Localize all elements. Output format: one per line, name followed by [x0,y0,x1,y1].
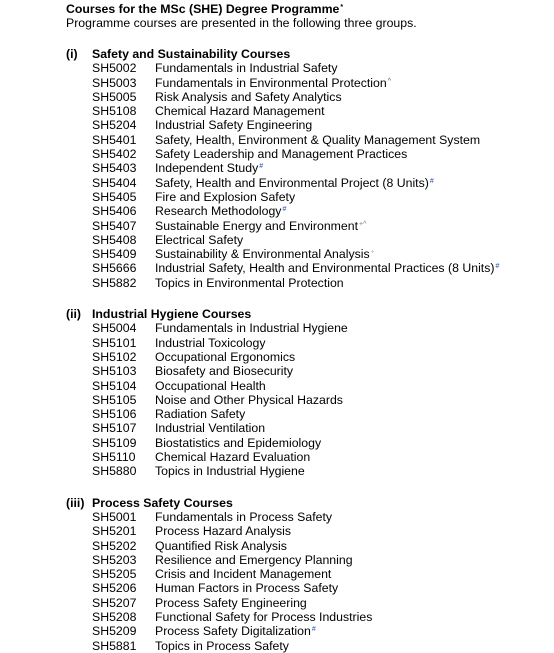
course-name: Chemical Hazard Evaluation [155,450,311,465]
group-title: Process Safety Courses [92,495,233,510]
course-footnote-mark: # [495,263,500,271]
course-name: Biostatistics and Epidemiology [155,435,322,450]
course-code: SH5005 [92,89,137,104]
course-code: SH5109 [92,435,137,450]
course-code: SH5407 [92,218,137,233]
course-name: Risk Analysis and Safety Analytics [155,89,342,104]
course-code: SH5208 [92,609,137,624]
course-name: Industrial Safety, Health and Environmental Practices (8 Units) [155,261,495,276]
course-name: Chemical Hazard Management [155,104,325,119]
course-name: Functional Safety for Process Industries [155,609,373,624]
course-code: SH5406 [92,204,137,219]
course-name: Noise and Other Physical Hazards [155,392,343,407]
course-name: Industrial Ventilation [155,421,266,436]
course-row [66,104,546,118]
group-heading [66,496,546,510]
course-name: Industrial Toxicology [155,335,266,350]
course-row [66,190,546,204]
course-name: Fire and Explosion Safety [155,189,296,204]
course-row [66,61,546,75]
course-code: SH5204 [92,118,137,133]
course-group [66,307,546,479]
course-name: Process Hazard Analysis [155,524,292,539]
course-row [66,510,546,524]
course-code: SH5203 [92,552,137,567]
course-footnote-mark: # [259,163,264,171]
course-row [66,161,546,175]
course-groups [66,47,546,653]
course-code: SH5003 [92,75,137,90]
course-code: SH5110 [92,450,136,465]
course-row [66,118,546,132]
course-name: Biosafety and Biosecurity [155,364,294,379]
document-title-text: Courses for the MSc (SHE) Degree Programme [66,2,340,16]
course-row [66,336,546,350]
course-name: Fundamentals in Process Safety [155,509,333,524]
course-row [66,350,546,364]
course-code: SH5209 [92,624,137,639]
course-code: SH5409 [92,247,137,262]
course-code: SH5206 [92,581,137,596]
course-row [66,233,546,247]
course-code: SH5405 [92,189,137,204]
title-footnote-mark: * [340,4,344,11]
course-row [66,421,546,435]
course-row [66,133,546,147]
course-row [66,464,546,478]
document-subtitle: Programme courses are presented in the following three groups. [66,16,417,30]
course-code: SH5205 [92,567,137,582]
course-code: SH5102 [92,349,137,364]
course-row [66,204,546,218]
course-group [66,47,546,290]
course-name: Industrial Safety Engineering [155,118,313,133]
group-heading [66,47,546,61]
course-row [66,176,546,190]
course-code: SH5402 [92,147,137,162]
course-row [66,624,546,638]
course-name: Independent Study [155,161,259,176]
course-name: Electrical Safety [155,232,244,247]
course-name: Safety, Health and Environmental Project (8 Units) [155,175,429,190]
course-name: Crisis and Incident Management [155,567,332,582]
course-name: Topics in Process Safety [155,638,289,653]
course-name: Radiation Safety [155,407,246,422]
course-code: SH5106 [92,407,137,422]
course-row [66,76,546,90]
course-code: SH5882 [92,275,137,290]
course-name: Sustainability & Environmental Analysis [155,247,370,262]
course-name: Resilience and Emergency Planning [155,552,353,567]
course-row [66,90,546,104]
course-code: SH5104 [92,378,137,393]
group-heading [66,307,546,321]
course-row [66,261,546,275]
course-row [66,596,546,610]
course-footnote-mark: + [370,249,375,257]
course-code: SH5107 [92,421,137,436]
course-name: Process Safety Engineering [155,595,307,610]
group-numeral: (ii) [66,307,82,322]
course-row [66,567,546,581]
course-name: Human Factors in Process Safety [155,581,339,596]
course-footnote-mark: # [282,206,287,214]
course-code: SH5002 [92,61,137,76]
course-row [66,639,546,653]
course-code: SH5201 [92,524,137,539]
course-code: SH5408 [92,232,137,247]
course-name: Safety Leadership and Management Practices [155,147,408,162]
group-title: Industrial Hygiene Courses [92,307,252,322]
course-footnote-mark: ^ [387,77,392,85]
course-code: SH5103 [92,364,137,379]
course-row [66,450,546,464]
course-code: SH5001 [92,509,137,524]
course-name: Research Methodology [155,204,282,219]
course-name: Fundamentals in Industrial Safety [155,61,338,76]
course-footnote-mark: # [311,626,316,634]
course-footnote-mark: # [429,177,434,185]
course-row [66,610,546,624]
course-name: Quantified Risk Analysis [155,538,287,553]
document-title [66,2,546,16]
group-numeral: (iii) [66,495,85,510]
course-name: Topics in Environmental Protection [155,275,344,290]
course-code: SH5105 [92,392,137,407]
course-name: Fundamentals in Industrial Hygiene [155,321,348,336]
course-name: Occupational Ergonomics [155,349,296,364]
course-footnote-mark: +^ [359,220,367,228]
course-name: Safety, Health, Environment & Quality Management System [155,132,481,147]
course-code: SH5207 [92,595,137,610]
course-row [66,147,546,161]
course-row [66,379,546,393]
course-code: SH5108 [92,104,137,119]
course-row [66,539,546,553]
course-code: SH5403 [92,161,137,176]
course-code: SH5666 [92,261,137,276]
course-row [66,247,546,261]
course-row [66,407,546,421]
course-code: SH5004 [92,321,137,336]
course-code: SH5401 [92,132,137,147]
course-row [66,436,546,450]
course-code: SH5881 [92,638,137,653]
group-numeral: (i) [66,47,78,61]
course-code: SH5404 [92,175,137,190]
course-row [66,364,546,378]
course-name: Fundamentals in Environmental Protection [155,75,387,90]
course-row [66,321,546,335]
group-title: Safety and Sustainability Courses [92,47,291,61]
course-document [66,2,546,653]
course-name: Topics in Industrial Hygiene [155,464,305,479]
course-row [66,581,546,595]
course-group [66,496,546,653]
course-name: Sustainable Energy and Environment [155,218,359,233]
course-row [66,524,546,538]
course-name: Occupational Health [155,378,266,393]
course-row [66,553,546,567]
course-row [66,219,546,233]
course-code: SH5202 [92,538,137,553]
course-row [66,393,546,407]
course-code: SH5101 [92,335,137,350]
course-row [66,276,546,290]
course-name: Process Safety Digitalization [155,624,311,639]
course-code: SH5880 [92,464,137,479]
